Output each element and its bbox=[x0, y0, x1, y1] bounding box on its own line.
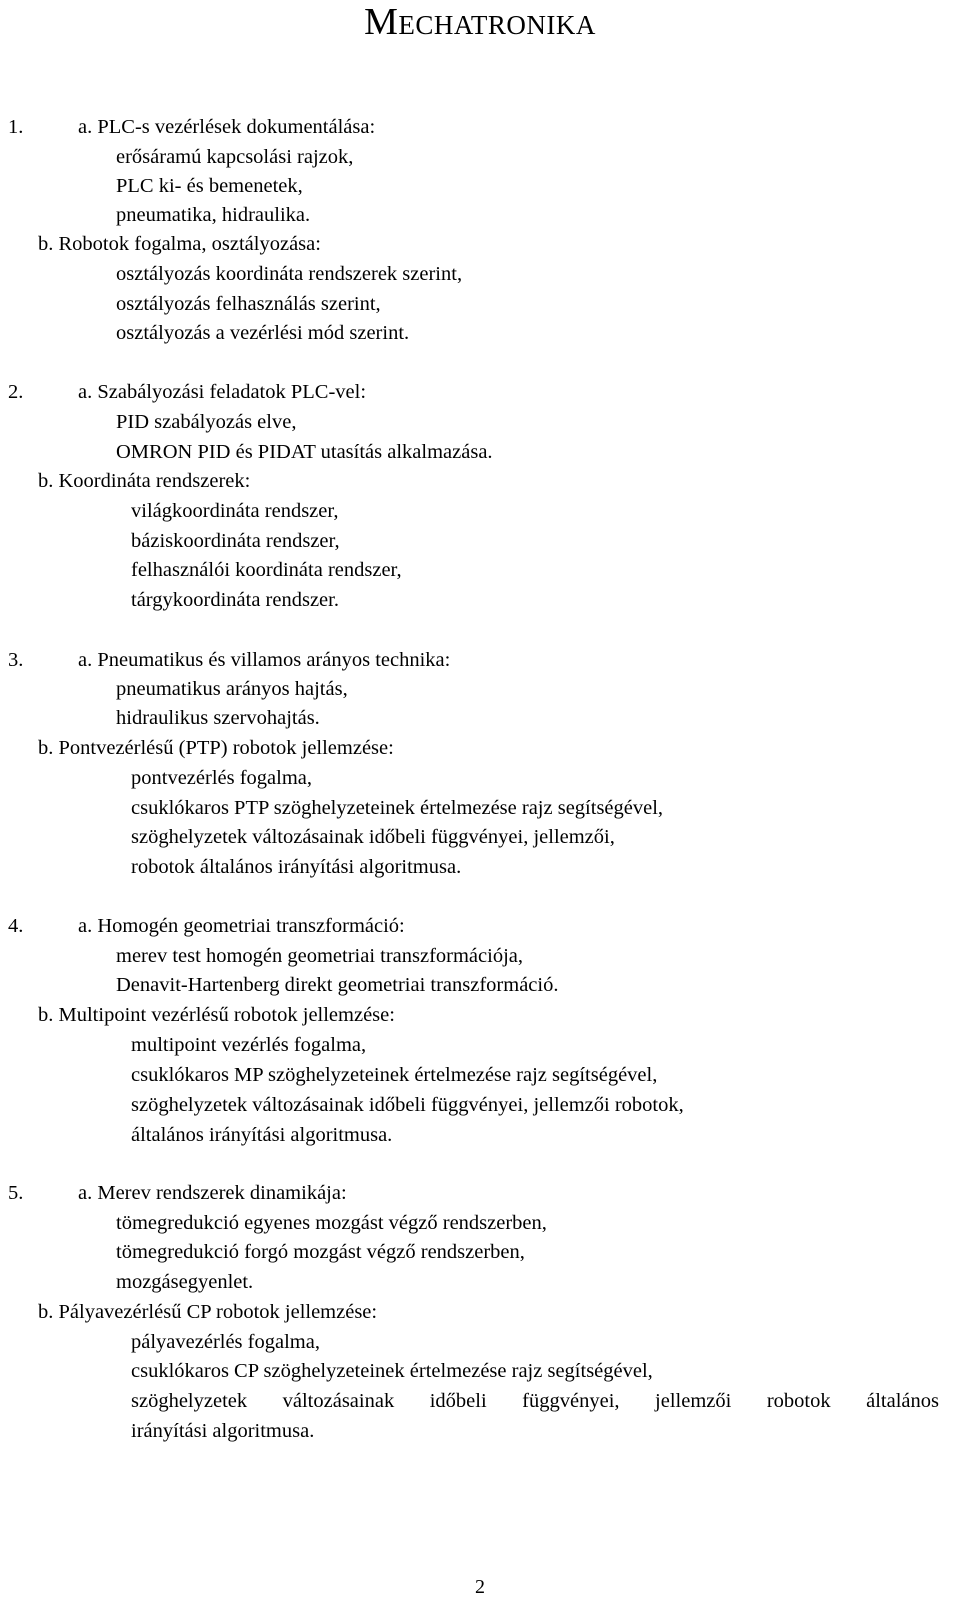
section-3b-item: szöghelyzetek változásainak időbeli függvényei, jellemzői, bbox=[131, 826, 615, 848]
section-4-number: 4. bbox=[8, 915, 24, 937]
section-1a-item: pneumatika, hidraulika. bbox=[116, 204, 311, 226]
page-number: 2 bbox=[475, 1576, 485, 1598]
section-4b-item: csuklókaros MP szöghelyzeteinek értelmezése rajz segítségével, bbox=[131, 1064, 658, 1086]
section-3a-item: hidraulikus szervohajtás. bbox=[116, 707, 320, 729]
section-4b-item: multipoint vezérlés fogalma, bbox=[131, 1034, 367, 1056]
section-2b-item: világkoordináta rendszer, bbox=[131, 500, 339, 522]
section-5a-item: tömegredukció forgó mozgást végző rendszerben, bbox=[116, 1241, 525, 1263]
section-2b-heading: b. Koordináta rendszerek: bbox=[38, 470, 251, 492]
section-1a-heading: a. PLC-s vezérlések dokumentálása: bbox=[78, 116, 376, 138]
section-4a-heading: a. Homogén geometriai transzformáció: bbox=[78, 915, 405, 937]
section-1b-item: osztályozás a vezérlési mód szerint. bbox=[116, 322, 410, 344]
section-2a-item: PID szabályozás elve, bbox=[116, 411, 297, 433]
section-3-number: 3. bbox=[8, 649, 24, 671]
section-4b-item: általános irányítási algoritmusa. bbox=[131, 1124, 393, 1146]
section-5a-heading: a. Merev rendszerek dinamikája: bbox=[78, 1182, 347, 1204]
section-4a-item: Denavit-Hartenberg direkt geometriai transzformáció. bbox=[116, 974, 559, 996]
section-2b-item: felhasználói koordináta rendszer, bbox=[131, 559, 402, 581]
section-1a-item: erősáramú kapcsolási rajzok, bbox=[116, 146, 354, 168]
section-3b-heading: b. Pontvezérlésű (PTP) robotok jellemzése: bbox=[38, 737, 394, 759]
section-1b-item: osztályozás koordináta rendszerek szerint, bbox=[116, 263, 463, 285]
section-3b-item: pontvezérlés fogalma, bbox=[131, 767, 313, 789]
section-5b-item: csuklókaros CP szöghelyzeteinek értelmezése rajz segítségével, bbox=[131, 1360, 653, 1382]
section-5b-item: pályavezérlés fogalma, bbox=[131, 1331, 320, 1353]
section-3b-item: robotok általános irányítási algoritmusa. bbox=[131, 856, 462, 878]
section-4b-item: szöghelyzetek változásainak időbeli függvényei, jellemzői robotok, bbox=[131, 1094, 684, 1116]
section-2b-item: báziskoordináta rendszer, bbox=[131, 530, 340, 552]
section-5b-item: szöghelyzetek változásainak időbeli függvényei, jellemzői robotok általános bbox=[131, 1390, 939, 1412]
section-2b-item: tárgykoordináta rendszer. bbox=[131, 589, 339, 611]
section-5b-item: irányítási algoritmusa. bbox=[131, 1420, 315, 1442]
section-5-number: 5. bbox=[8, 1182, 24, 1204]
section-5b-heading: b. Pályavezérlésű CP robotok jellemzése: bbox=[38, 1301, 378, 1323]
section-1b-item: osztályozás felhasználás szerint, bbox=[116, 293, 381, 315]
section-3a-item: pneumatikus arányos hajtás, bbox=[116, 678, 348, 700]
section-2a-item: OMRON PID és PIDAT utasítás alkalmazása. bbox=[116, 441, 493, 463]
section-4b-heading: b. Multipoint vezérlésű robotok jellemzése: bbox=[38, 1004, 395, 1026]
section-4a-item: merev test homogén geometriai transzformációja, bbox=[116, 945, 523, 967]
section-2-number: 2. bbox=[8, 381, 24, 403]
section-3a-heading: a. Pneumatikus és villamos arányos technika: bbox=[78, 649, 451, 671]
section-1a-item: PLC ki- és bemenetek, bbox=[116, 175, 303, 197]
section-3b-item: csuklókaros PTP szöghelyzeteinek értelmezése rajz segítségével, bbox=[131, 797, 664, 819]
section-1b-heading: b. Robotok fogalma, osztályozása: bbox=[38, 233, 321, 255]
page-title: Mechatronika bbox=[364, 1, 596, 43]
section-5a-item: mozgásegyenlet. bbox=[116, 1271, 254, 1293]
section-1-number: 1. bbox=[8, 116, 24, 138]
section-2a-heading: a. Szabályozási feladatok PLC-vel: bbox=[78, 381, 367, 403]
section-5a-item: tömegredukció egyenes mozgást végző rendszerben, bbox=[116, 1212, 547, 1234]
